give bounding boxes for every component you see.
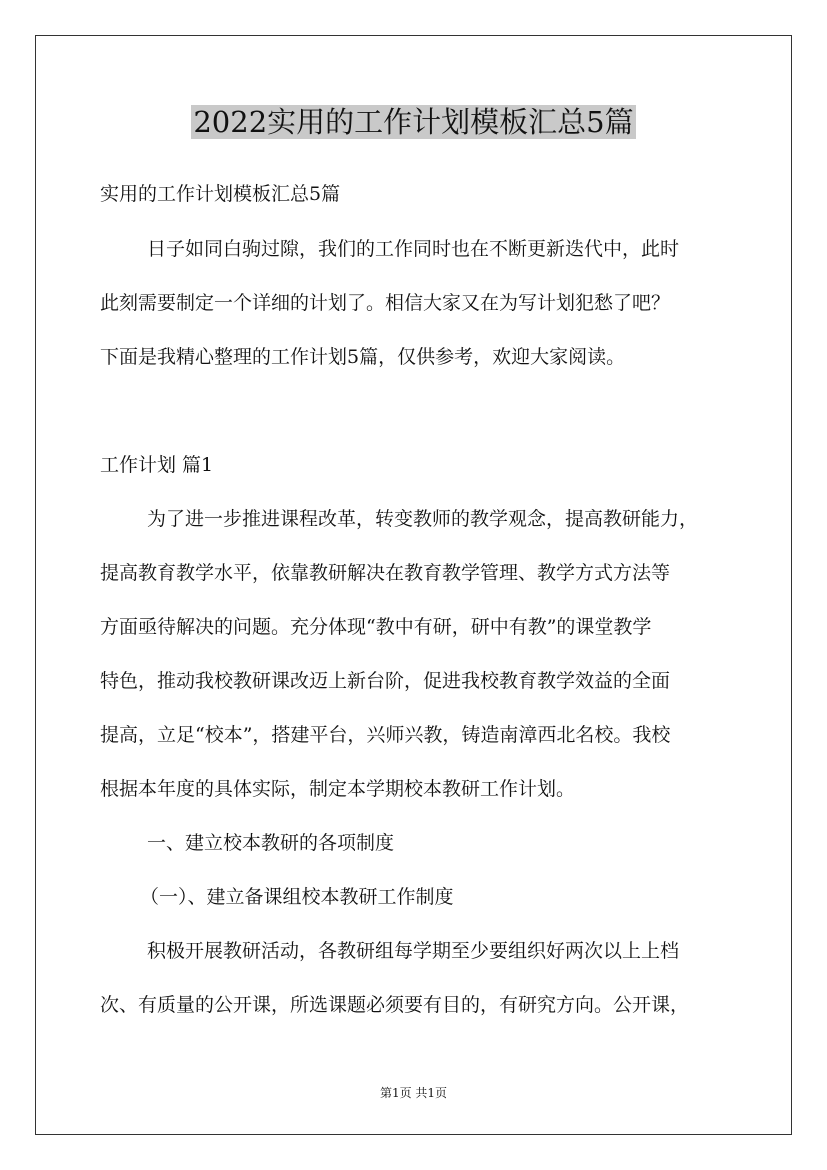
text-line: 提高，立足“校本”，搭建平台，兴师兴教，铸造南漳西北名校。我校	[100, 724, 671, 746]
text-line: 下面是我精心整理的工作计划5篇，仅供参考，欢迎大家阅读。	[100, 346, 626, 368]
page-footer: 第1页 共1页	[379, 1086, 448, 1100]
text-line: 方面亟待解决的问题。充分体现“教中有研，研中有教”的课堂教学	[100, 616, 652, 638]
text-line: 为了进一步推进课程改革，转变教师的教学观念，提高教研能力，	[147, 508, 699, 530]
document-title-wrap	[0, 102, 827, 142]
text-line: 此刻需要制定一个详细的计划了。相信大家又在为写计划犯愁了吧？	[100, 292, 671, 314]
subheading-line: （一）、建立备课组校本教研工作制度	[140, 886, 454, 908]
document-title: 2022实用的工作计划模板汇总5篇	[193, 105, 634, 139]
text-line: 次、有质量的公开课，所选课题必须要有目的，有研究方向。公开课，	[100, 994, 690, 1016]
subtitle-line: 实用的工作计划模板汇总5篇	[100, 183, 341, 205]
text-line: 积极开展教研活动，各教研组每学期至少要组织好两次以上上档	[147, 940, 680, 962]
subheading-line: 一、建立校本教研的各项制度	[147, 832, 395, 854]
text-line: 提高教育教学水平，依靠教研解决在教育教学管理、教学方式方法等	[100, 562, 671, 584]
text-line: 特色，推动我校教研课改迈上新台阶，促进我校教育教学效益的全面	[100, 670, 671, 692]
text-line: 根据本年度的具体实际，制定本学期校本教研工作计划。	[100, 778, 576, 800]
section-heading: 工作计划 篇1	[100, 454, 214, 476]
text-line: 日子如同白驹过隙，我们的工作同时也在不断更新迭代中，此时	[147, 238, 680, 260]
